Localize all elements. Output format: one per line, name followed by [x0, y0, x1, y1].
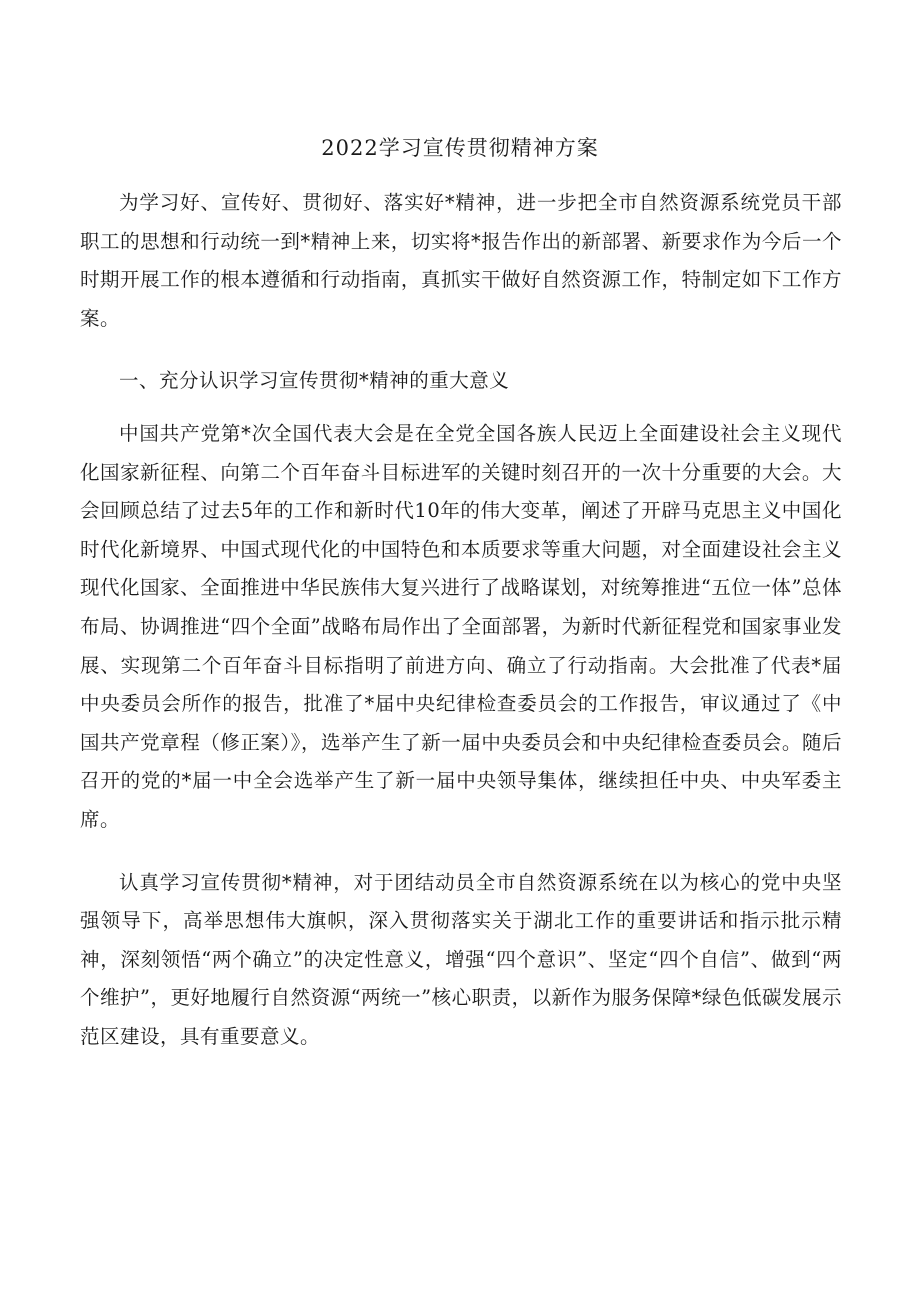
- document-title: 2022学习宣传贯彻精神方案: [321, 136, 599, 160]
- intro-paragraph: 为学习好、宣传好、贯彻好、落实好*精神，进一步把全市自然资源系统党员干部职工的思想和行动统一到*精神上来，切实将*报告作出的新部署、新要求作为今后一个时期开展工作的根本遵循和行动指南，真抓实干做好自然资源工作，特制定如下工作方案。: [80, 191, 842, 330]
- document-body: [80, 184, 842, 1080]
- section-paragraph-1: 中国共产党第*次全国代表大会是在全党全国各族人民迈上全面建设社会主义现代化国家新征程、向第二个百年奋斗目标进军的关键时刻召开的一次十分重要的大会。大会回顾总结了过去5年的工作和新时代10年的伟大变革，阐述了开辟马克思主义中国化时代化新境界、中国式现代化的中国特色和本质要求等重大问题，对全面建设社会主义现代化国家、全面推进中华民族伟大复兴进行了战略谋划，对统筹推进“五位一体”总体布局、协调推进“四个全面”战略布局作出了全面部署，为新时代新征程党和国家事业发展、实现第二个百年奋斗目标指明了前进方向、确立了行动指南。大会批准了代表*届中央委员会所作的报告，批准了*届中央纪律检查委员会的工作报告，审议通过了《中国共产党章程（修正案）》，选举产生了新一届中央委员会和中央纪律检查委员会。随后召开的党的*届一中全会选举产生了新一届中央领导集体，继续担任中央、中央军委主席。: [80, 421, 842, 831]
- section-paragraph-2: 认真学习宣传贯彻*精神，对于团结动员全市自然资源系统在以为核心的党中央坚强领导下，高举思想伟大旗帜，深入贯彻落实关于湖北工作的重要讲话和指示批示精神，深刻领悟“两个确立”的决定性意义，增强“四个意识”、坚定“四个自信”、做到“两个维护”，更好地履行自然资源“两统一”核心职责，以新作为服务保障*绿色低碳发展示范区建设，具有重要意义。: [80, 870, 842, 1048]
- section-heading: 一、充分认识学习宣传贯彻*精神的重大意义: [119, 369, 510, 393]
